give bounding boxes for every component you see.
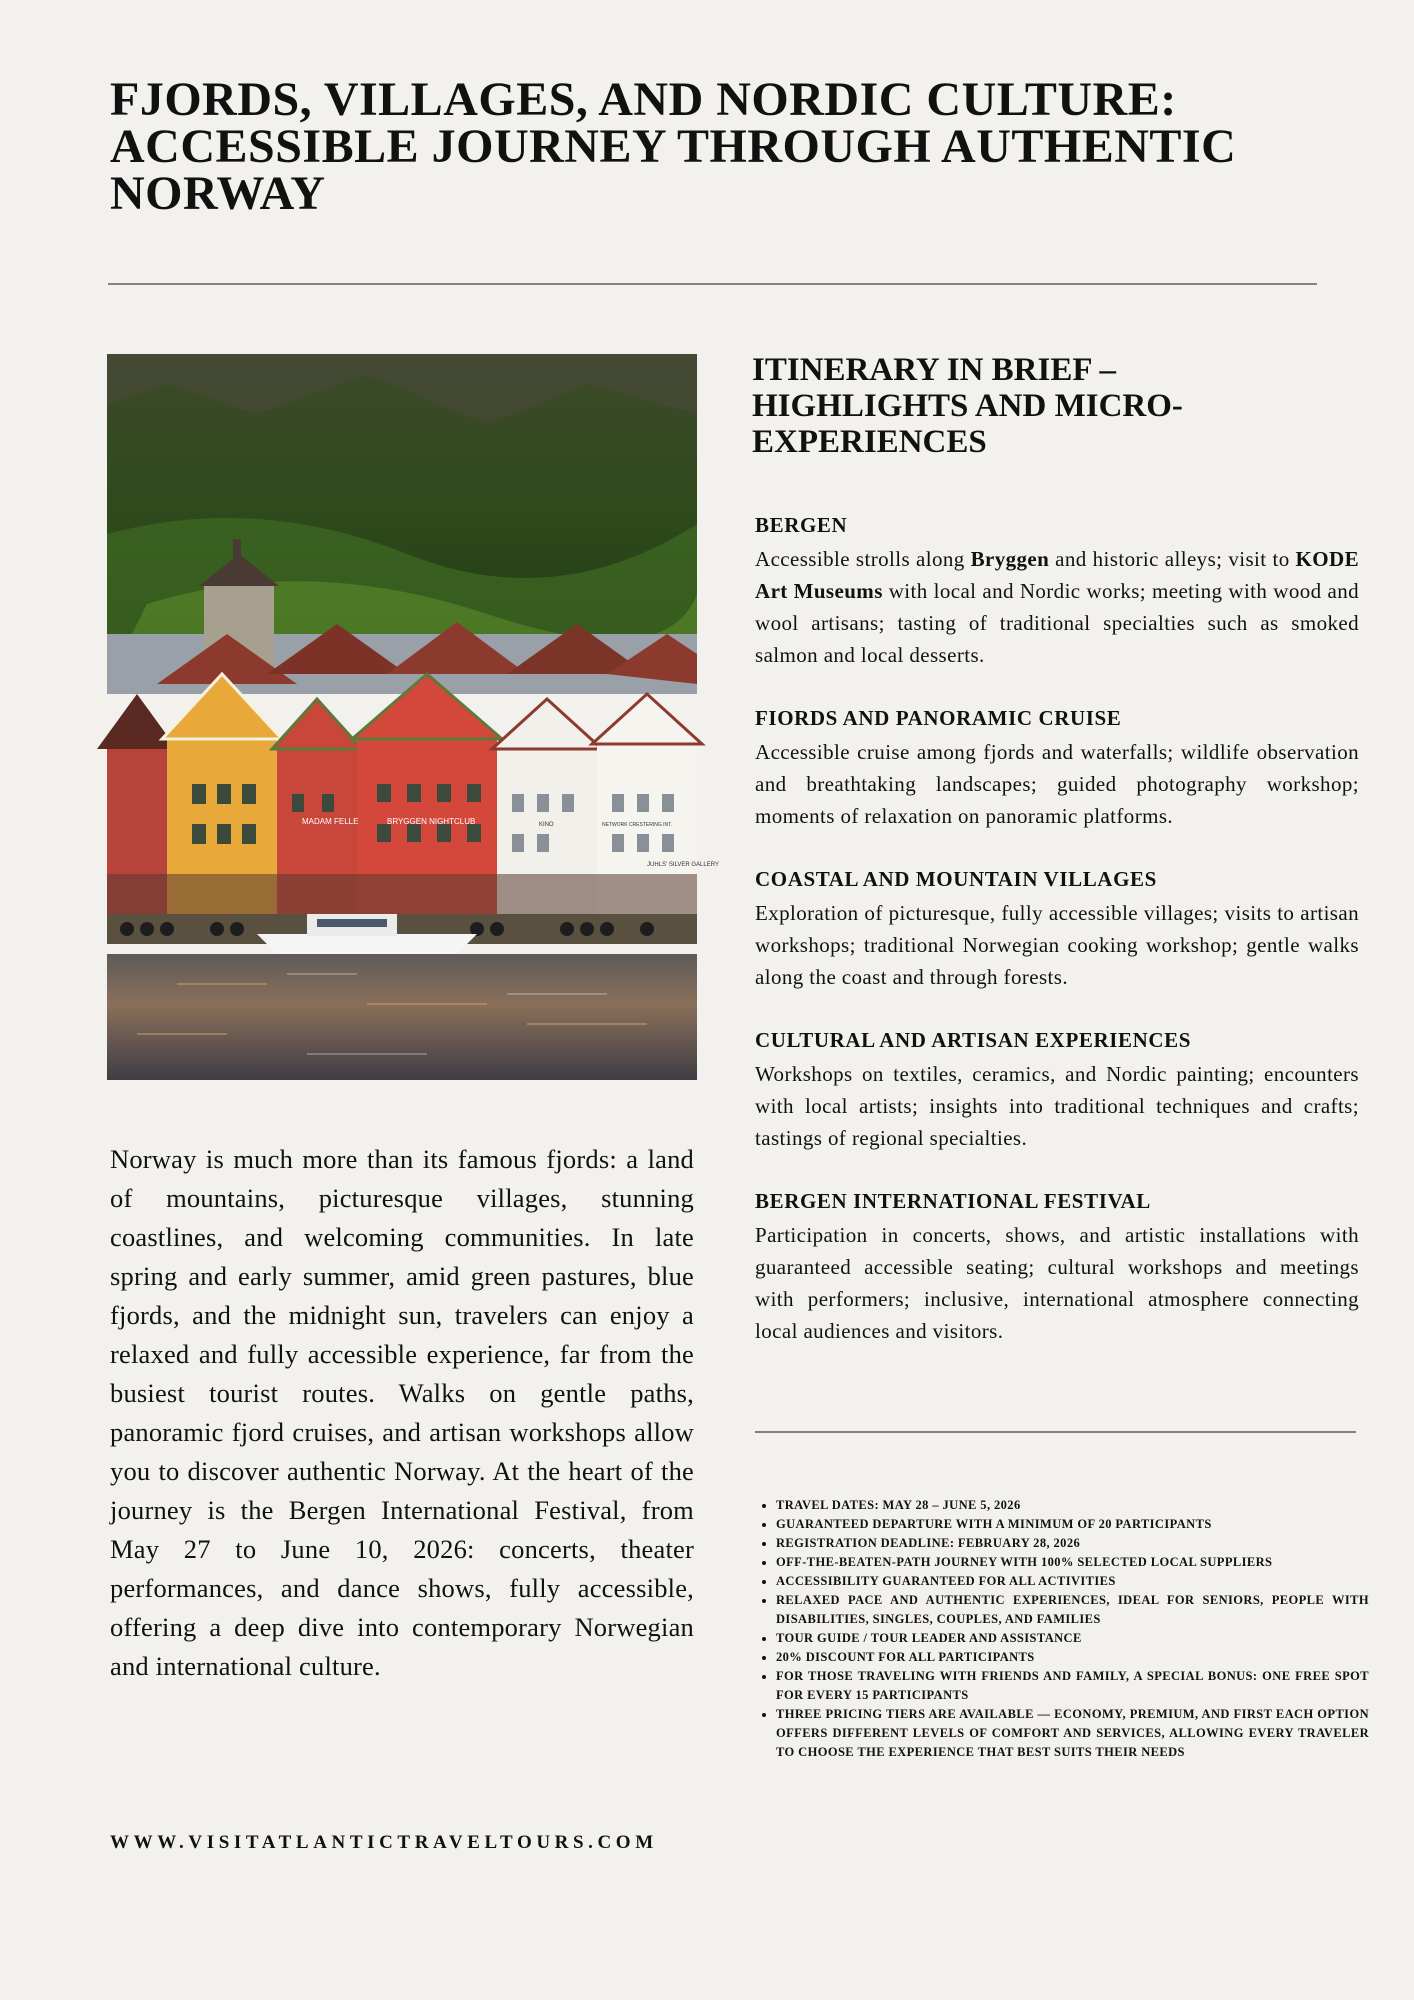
section-heading: BERGEN INTERNATIONAL FESTIVAL	[755, 1189, 1151, 1213]
website-link[interactable]: WWW.VISITATLANTICTRAVELTOURS.COM	[110, 1832, 658, 1853]
intro-paragraph: Norway is much more than its famous fjords: a land of mountains, picturesque villages, stunning coastlines, and welcoming communities. In late spring and early summer, amid green pastures, blue fjords, and the midnight sun, travelers can enjoy a relaxed and fully accessible experience, far from the busiest tourist routes. Walks on gentle paths, panoramic fjord cruises, and artisan workshops allow you to discover authentic Norway. At the heart of the journey is the Bergen International Festival, from May 27 to June 10, 2026: concerts, theater performances, and dance shows, fully accessible, offering a deep dive into contemporary Norwegian and international culture.	[110, 1144, 694, 1681]
fact-item: • GUARANTEED DEPARTURE WITH A MINIMUM OF 20 PARTICIPANTS	[776, 1515, 1369, 1534]
section-text: Accessible strolls along Bryggen and historic alleys; visit to KODE Art Museums with local and Nordic works; meeting with wood and wool artisans; tasting of traditional specialties such as smoked salmon and local desserts.	[755, 547, 1359, 667]
highlight-kode: KODE Art Museums	[755, 547, 1359, 603]
section-bergen	[755, 510, 1359, 671]
section-text: Workshops on textiles, ceramics, and Nordic painting; encounters with local artists; insights into traditional techniques and crafts; tastings of regional specialties.	[755, 1062, 1359, 1150]
fact-item: • REGISTRATION DEADLINE: FEBRUARY 28, 2026	[776, 1534, 1369, 1553]
fact-item: • RELAXED PACE AND AUTHENTIC EXPERIENCES, IDEAL FOR SENIORS, PEOPLE WITH DISABILITIES, SINGLES, COUPLES, AND FAMILIES	[776, 1591, 1369, 1629]
fact-item: • THREE PRICING TIERS ARE AVAILABLE — ECONOMY, PREMIUM, AND FIRST EACH OPTION OFFERS DIFFERENT LEVELS OF COMFORT AND SERVICES, ALLOWING EVERY TRAVELER TO CHOOSE THE EXPERIENCE THAT BEST SUITS THEIR NEEDS	[776, 1705, 1369, 1762]
fact-item: • TRAVEL DATES: MAY 28 – JUNE 5, 2026	[776, 1496, 1369, 1515]
section-heading: BERGEN	[755, 513, 848, 537]
section-festival	[755, 1186, 1359, 1347]
sign-kino: KINO	[539, 822, 554, 828]
section-heading: FIORDS AND PANORAMIC CRUISE	[755, 706, 1122, 730]
sign-bryggen-nightclub: BRYGGEN NIGHTCLUB	[387, 817, 476, 826]
fact-item: • ACCESSIBILITY GUARANTEED FOR ALL ACTIVITIES	[776, 1572, 1369, 1591]
trip-facts-list	[755, 1496, 1369, 1762]
section-villages	[755, 864, 1359, 993]
fact-item: • FOR THOSE TRAVELING WITH FRIENDS AND FAMILY, A SPECIAL BONUS: ONE FREE SPOT FOR EVERY 15 PARTICIPANTS	[776, 1667, 1369, 1705]
header-divider	[108, 283, 1317, 285]
section-heading: CULTURAL AND ARTISAN EXPERIENCES	[755, 1028, 1192, 1052]
bergen-harbor-illustration	[107, 354, 719, 1080]
bergen-harbor-photo	[107, 354, 719, 1080]
sign-juhls-silver-gallery: JUHLS' SILVER GALLERY	[647, 862, 719, 868]
sign-network-crestering: NETWORK CRESTERING INT.	[602, 822, 673, 828]
section-text: Participation in concerts, shows, and artistic installations with guaranteed accessible seating; cultural workshops and meetings with performers; inclusive, international atmosphere connecting local audiences and visitors.	[755, 1223, 1359, 1343]
facts-divider	[755, 1431, 1356, 1433]
fact-item: • 20% DISCOUNT FOR ALL PARTICIPANTS	[776, 1648, 1369, 1667]
page-title: FJORDS, VILLAGES, AND NORDIC CULTURE: ACCESSIBLE JOURNEY THROUGH AUTHENTIC NORWAY	[110, 73, 1237, 220]
section-fiords	[755, 703, 1359, 832]
section-text: Exploration of picturesque, fully accessible villages; visits to artisan workshops; traditional Norwegian cooking workshop; gentle walks along the coast and through forests.	[755, 901, 1359, 989]
sign-madam-felle: MADAM FELLE	[302, 817, 359, 826]
fact-item: • OFF-THE-BEATEN-PATH JOURNEY WITH 100% SELECTED LOCAL SUPPLIERS	[776, 1553, 1369, 1572]
fact-item: • TOUR GUIDE / TOUR LEADER AND ASSISTANCE	[776, 1629, 1369, 1648]
section-text: Accessible cruise among fjords and waterfalls; wildlife observation and breathtaking landscapes; guided photography workshop; moments of relaxation on panoramic platforms.	[755, 740, 1359, 828]
section-cultural	[755, 1025, 1359, 1154]
itinerary-sections	[755, 510, 1359, 1379]
itinerary-title: ITINERARY IN BRIEF – HIGHLIGHTS AND MICRO-EXPERIENCES	[752, 352, 1183, 460]
highlight-bryggen: Bryggen	[970, 547, 1050, 571]
section-heading: COASTAL AND MOUNTAIN VILLAGES	[755, 867, 1157, 891]
